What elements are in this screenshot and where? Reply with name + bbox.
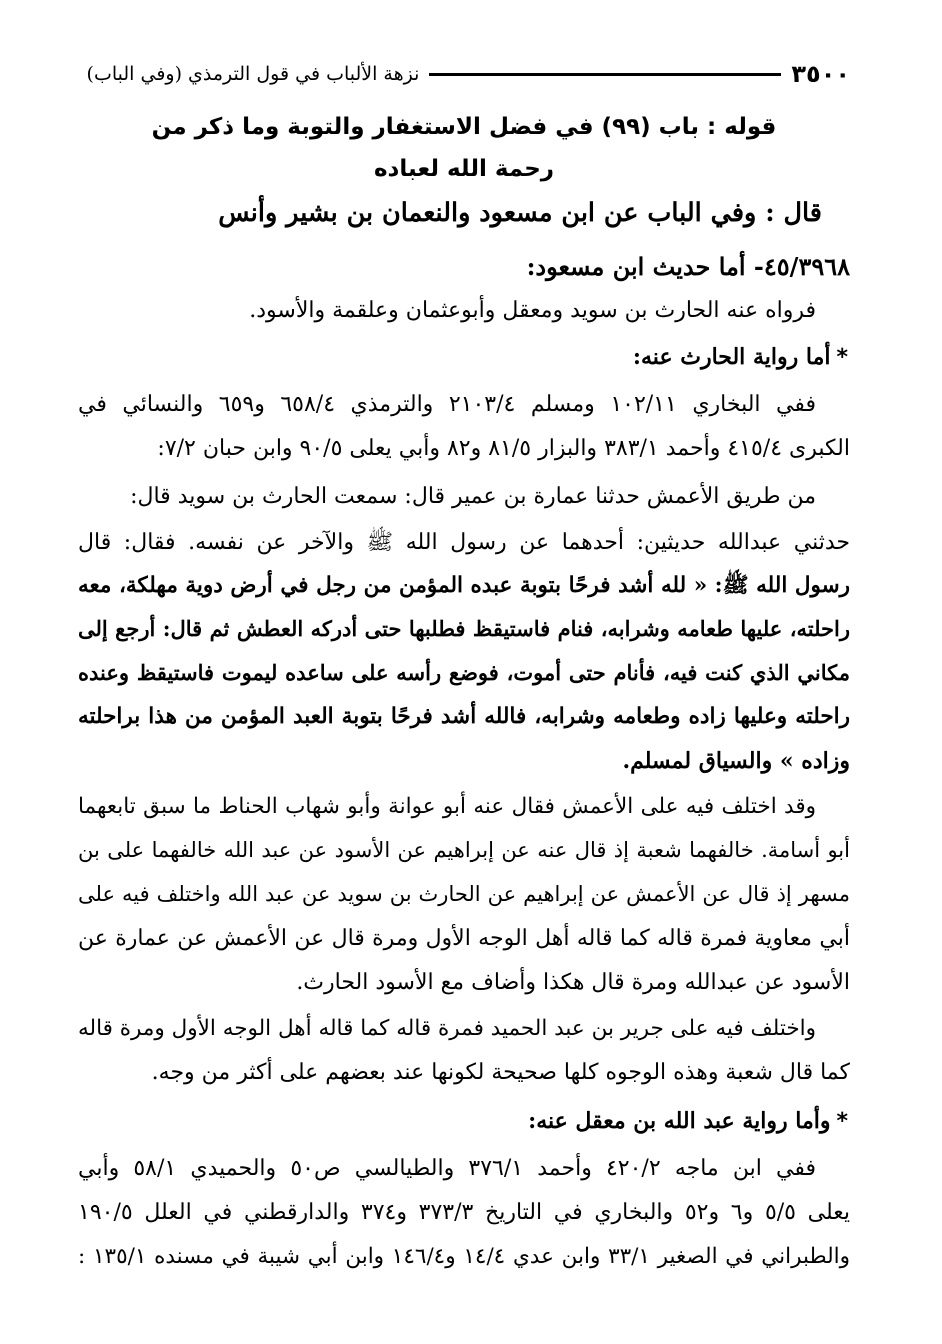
discussion-p1-line-1: وقد اختلف فيه على الأعمش فقال عنه أبو عوانة وأبو شهاب الحناط ما سبق تابعهما [78,794,816,819]
tirmidhi-statement: قال : وفي الباب عن ابن مسعود والنعمان بن بشير وأنس [218,198,822,228]
maqil-heading [78,1108,850,1134]
discussion-p1-line-4: أبي معاوية فمرة قاله كما قاله أهل الوجه الأول ومرة قال عن الأعمش عن عمارة عن [78,926,850,951]
maqil-heading-text: وأما رواية عبد الله بن معقل عنه: [528,1108,831,1134]
hadith-title: أما حديث ابن مسعود: [526,252,746,281]
hadith-heading [78,252,850,281]
narrators-line: فرواه عنه الحارث بن سويد ومعقل وأبوعثمان وعلقمة والأسود. [249,298,816,323]
book-page [78,52,850,1312]
harith-heading [78,344,850,370]
page-header [78,52,850,96]
harith-sources-line-2: الكبرى ٤١٥/٤ وأحمد ٣٨٣/١ والبزار ٨١/٥ و٨٢ وأبي يعلى ٩٠/٥ وابن حبان ٧/٢: [157,436,850,461]
harith-text-line-3: رسول الله ﷺ: « لله أشد فرحًا بتوبة عبده المؤمن من رجل في أرض دوية مهلكة، معه [78,573,850,598]
harith-text-line-1: من طريق الأعمش حدثنا عمارة بن عمير قال: سمعت الحارث بن سويد قال: [130,484,816,509]
harith-text-line-7: وزاده » والسياق لمسلم. [622,748,850,774]
discussion-p1-line-5: الأسود عن عبدالله ومرة قال هكذا وأضاف مع الأسود الحارث. [296,970,850,995]
maqil-sources-line-1: ففي ابن ماجه ٤٢٠/٢ وأحمد ٣٧٦/١ والطيالسي ص٥٠ والحميدي ٥٨/١ وأبي [78,1156,816,1181]
maqil-sources-line-3: والطبراني في الصغير ٣٣/١ وابن عدي ١٤/٤ و١٤٦/٤ وابن أبي شيبة في مسنده ١٣٥/١ : [78,1244,850,1269]
harith-heading-text: أما رواية الحارث عنه: [632,344,831,370]
star-marker: * [836,345,848,370]
chapter-title-line-2: رحمة الله لعباده [373,156,555,182]
chapter-title-line-1: قوله : باب (٩٩) في فضل الاستغفار والتوبة وما ذكر من [151,114,777,140]
maqil-sources-line-2: يعلى ٥/٥ و٦ و٥٢ والبخاري في التاريخ ٣٧٣/٣ و٣٧٤ والدارقطني في العلل ١٩٠/٥ [78,1200,851,1225]
hadith-number: ٤٥/٣٩٦٨- [753,252,850,281]
harith-text-line-2: حدثني عبدالله حديثين: أحدهما عن رسول الله ﷺ والآخر عن نفسه. فقال: قال [78,530,850,555]
discussion-p1-line-2: أبو أسامة. خالفهما شعبة إذ قال عنه عن إبراهيم عن الأسود عن عبد الله خالفهما على بن [78,838,850,862]
page-number: ٣٥٠٠ [791,60,850,88]
discussion-p2-line-1: واختلف فيه على جرير بن عبد الحميد فمرة قاله كما قاله أهل الوجه الأول ومرة قاله [78,1016,816,1041]
discussion-p1-line-3: مسهر إذ قال عن الأعمش عن إبراهيم عن الحارث بن سويد عن عبد الله واختلف فيه على [78,882,850,906]
harith-sources-line-1: ففي البخاري ١٠٢/١١ ومسلم ٢١٠٣/٤ والترمذي ٦٥٨/٤ و٦٥٩ والنسائي في [78,392,817,417]
harith-text-line-5: مكاني الذي كنت فيه، فأنام حتى أموت، فوضع رأسه على ساعده ليموت فاستيقظ وعنده [78,660,850,685]
star-marker: * [836,1109,848,1134]
running-title: نزهة الألباب في قول الترمذي (وفي الباب) [86,63,420,85]
discussion-p2-line-2: كما قال شعبة وهذه الوجوه كلها صحيحة لكونها عند بعضهم على أكثر من وجه. [151,1060,850,1085]
header-rule [429,73,781,76]
harith-text-line-4: راحلته، عليها طعامه وشرابه، فنام فاستيقظ فطلبها حتى أدركه العطش ثم قال: أرجع إلى [78,616,850,641]
harith-text-line-6: راحلته وعليها زاده وطعامه وشرابه، فالله أشد فرحًا بتوبة العبد المؤمن من هذا براحلته [78,704,850,729]
